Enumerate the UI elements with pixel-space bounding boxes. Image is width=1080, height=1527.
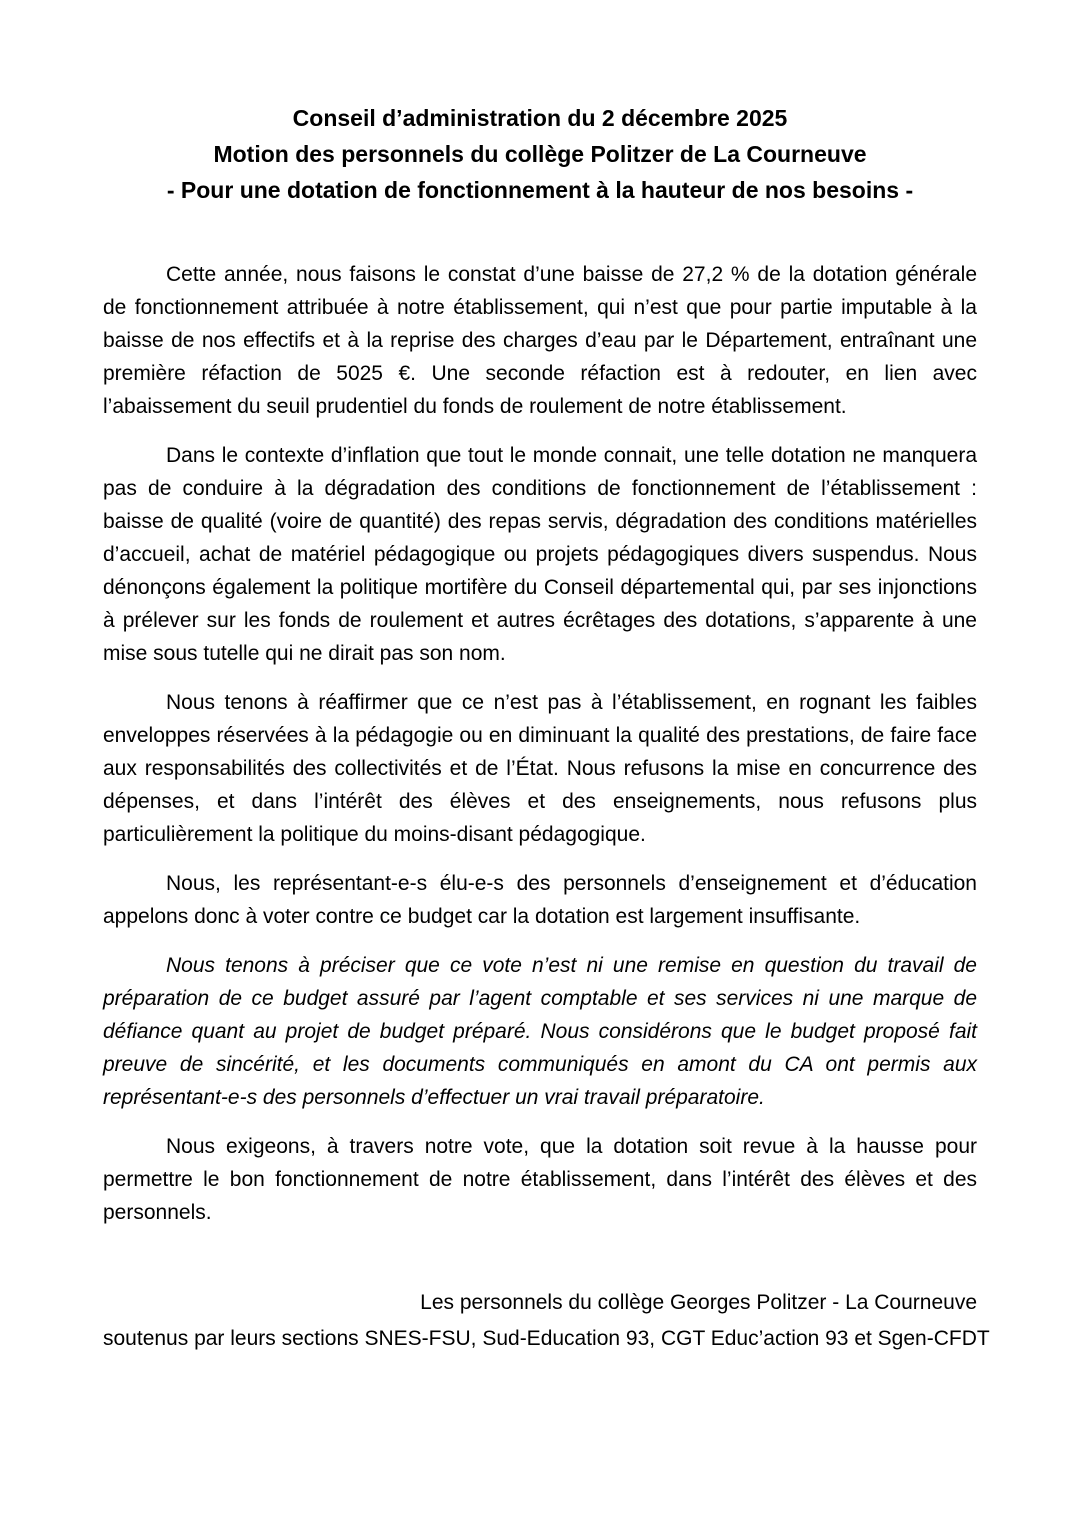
doc-title-line-1: Conseil d’administration du 2 décembre 2025 <box>292 105 788 131</box>
paragraph-4: Nous, les représentant-e-s élu-e-s des personnels d’enseignement et d’éducation appelons donc à voter contre ce budget car la dotation est largement insuffisante. <box>103 872 977 928</box>
doc-title-line-3: - Pour une dotation de fonctionnement à la hauteur de nos besoins - <box>166 177 914 203</box>
document-header <box>103 100 977 208</box>
document-body <box>103 258 977 1229</box>
signature-block <box>103 1285 990 1357</box>
paragraph-1: Cette année, nous faisons le constat d’une baisse de 27,2 % de la dotation générale de fonctionnement attribuée à notre établissement, qui n’est que pour partie imputable à la baisse de nos effectifs et à la reprise des charges d’eau par le Département, entraînant une première réfaction de 5025 €. Une seconde réfaction est à redouter, en lien avec l’abaissement du seuil prudentiel du fonds de roulement de notre établissement. <box>103 263 977 418</box>
paragraph-6: Nous exigeons, à travers notre vote, que la dotation soit revue à la hausse pour permettre le bon fonctionnement de notre établissement, dans l’intérêt des élèves et des personnels. <box>103 1135 977 1224</box>
paragraph-3: Nous tenons à réaffirmer que ce n’est pas à l’établissement, en rognant les faibles enveloppes réservées à la pédagogie ou en diminuant la qualité des prestations, de faire face aux responsabilités des collectivités et de l’État. Nous refusons la mise en concurrence des dépenses, et dans l’intérêt des élèves et des enseignements, nous refusons plus particulièrement la politique du moins-disant pédagogique. <box>103 691 977 846</box>
doc-title-line-2: Motion des personnels du collège Politzer de La Courneuve <box>213 141 867 167</box>
paragraph-5-italic: Nous tenons à préciser que ce vote n’est ni une remise en question du travail de préparation de ce budget assuré par l’agent comptable et ses services ni une marque de défiance quant au projet de budget préparé. Nous considérons que le budget proposé fait preuve de sincérité, et les documents communiqués en amont du CA ont permis aux représentant-e-s des personnels d’effectuer un vrai travail préparatoire. <box>103 954 977 1109</box>
signature-line-2: soutenus par leurs sections SNES-FSU, Sud-Education 93, CGT Educ’action 93 et Sgen-CFDT <box>103 1327 990 1350</box>
signature-line-1: Les personnels du collège Georges Politzer - La Courneuve <box>420 1291 977 1314</box>
paragraph-2: Dans le contexte d’inflation que tout le monde connait, une telle dotation ne manquera pas de conduire à la dégradation des conditions de fonctionnement de l’établissement : baisse de qualité (voire de quantité) des repas servis, dégradation des conditions matérielles d’accueil, achat de matériel pédagogique ou projets pédagogiques divers suspendus. Nous dénonçons également la politique mortifère du Conseil départemental qui, par ses injonctions à prélever sur les fonds de roulement et autres écrêtages des dotations, s’apparente à une mise sous tutelle qui ne dirait pas son nom. <box>103 444 977 665</box>
